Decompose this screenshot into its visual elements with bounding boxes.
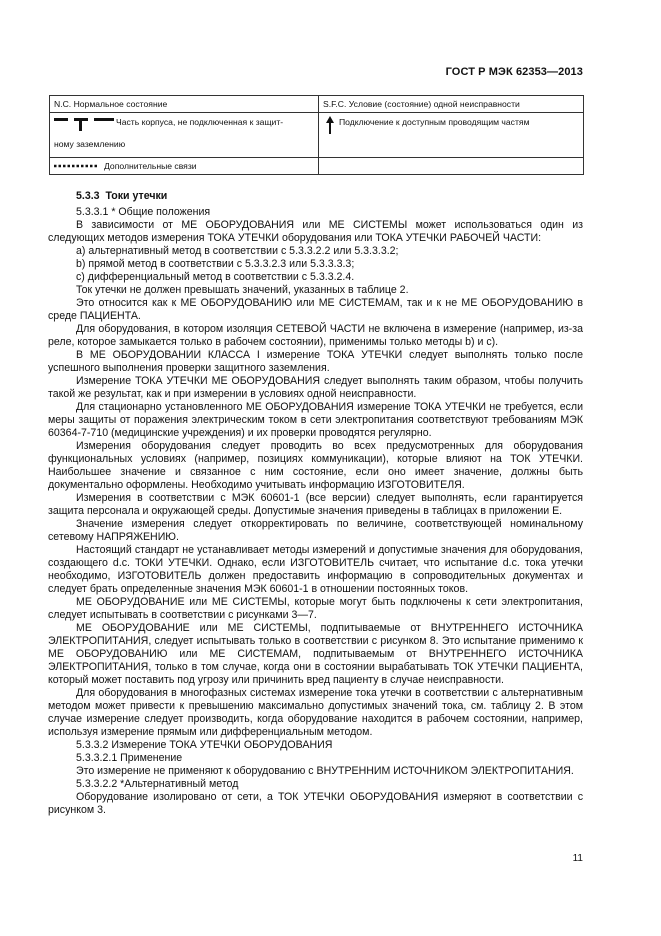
body-paragraph: В зависимости от МЕ ОБОРУДОВАНИЯ или МЕ СИСТЕМЫ может использоваться один из следующих методов измерения ТОКА УТЕЧКИ оборудования или ТОКА УТЕЧКИ РАБОЧЕЙ ЧАСТИ: <box>48 219 583 244</box>
list-item: 5.3.3.1 * Общие положения <box>76 206 211 218</box>
list-item: 5.3.3.2 Измерение ТОКА УТЕЧКИ ОБОРУДОВАНИЯ <box>76 739 333 751</box>
legend-additional-links: Дополнительные связи <box>104 161 197 171</box>
section-number: 5.3.3 <box>76 190 100 202</box>
body-paragraph: Для стационарно установленного МЕ ОБОРУДОВАНИЯ измерение ТОКА УТЕЧКИ не требуется, если меры защиты от поражения электрическим током в сети электропитания соответствуют требованиям МЭК 60364-7-710 (медицинские учреждения) и их проверки проводятся регулярно. <box>48 401 583 439</box>
body-paragraph: Настоящий стандарт не устанавливает методы измерений и допустимые значения для оборудования, создающего d.c. ТОКИ УТЕЧКИ. Однако, если ИЗГОТОВИТЕЛЬ считает, что испытание d.c. тока утечки необходимо, ИЗГОТОВИТЕЛЬ должен предоставить информацию в сопроводительных документах и следует брать определенные значения МЭК 60601-1 в отношении постоянных токов. <box>48 544 583 595</box>
legend-conductive-parts: Подключение к доступным проводящим частям <box>339 117 530 127</box>
legend-row <box>50 158 584 175</box>
body-paragraph: Для оборудования, в котором изоляция СЕТЕВОЙ ЧАСТИ не включена в измерение (например, из-за реле, которое замыкается только в рабочем состоянии), применимы только методы b) и c). <box>48 323 583 348</box>
legend-normal-condition: N.C. Нормальное состояние <box>54 99 168 109</box>
body-paragraph: Это измерение не применяют к оборудованию с ВНУТРЕННИМ ИСТОЧНИКОМ ЭЛЕКТРОПИТАНИЯ. <box>76 765 574 777</box>
body-paragraph: Значение измерения следует откорректировать по величине, соответствующей номинальному сетевому НАПРЯЖЕНИЮ. <box>48 518 583 543</box>
section-title: Токи утечки <box>105 190 168 202</box>
enclosure-not-grounded-symbol <box>54 117 122 131</box>
legend-enclosure-text-cont: ному заземлению <box>54 139 126 149</box>
body-paragraph: Оборудование изолировано от сети, а ТОК УТЕЧКИ ОБОРУДОВАНИЯ измеряют в соответствии с рисунком 3. <box>48 791 583 816</box>
standard-header: ГОСТ Р МЭК 62353—2013 <box>445 66 583 78</box>
body-paragraph: В МЕ ОБОРУДОВАНИИ КЛАССА I измерение ТОКА УТЕЧКИ следует выполнять только после успешного выполнения проверки защитного заземления. <box>48 349 583 374</box>
legend-row <box>50 113 584 158</box>
arrow-up-icon <box>325 116 335 134</box>
list-item: 5.3.3.2.2 *Альтернативный метод <box>76 778 239 790</box>
list-item: a) альтернативный метод в соответствии с 5.3.3.2.2 или 5.3.3.3.2; <box>76 245 399 257</box>
body-paragraph: Измерение ТОКА УТЕЧКИ МЕ ОБОРУДОВАНИЯ следует выполнять таким образом, чтобы получить такой же результат, как и при измерении в условиях одной неисправности. <box>48 375 583 400</box>
section-heading <box>48 190 583 203</box>
list-item: 5.3.3.2.1 Применение <box>76 752 183 764</box>
body-paragraph: МЕ ОБОРУДОВАНИЕ или МЕ СИСТЕМЫ, подпитываемые от ВНУТРЕННЕГО ИСТОЧНИКА ЭЛЕКТРОПИТАНИЯ, следует испытывать только в соответствии с рисунком 8. Это испытание применимо к МЕ ОБОРУДОВАНИЮ или МЕ СИСТЕМАМ, подпитываемым от ВНУТРЕННЕГО ИСТОЧНИКА ЭЛЕКТРОПИТАНИЯ, только в том случае, когда они в состоянии вырабатывать ТОК УТЕЧКИ ПАЦИЕНТА, который может поставить под угрозу или причинить вред пациенту в случае неисправности. <box>48 622 583 686</box>
body-paragraph: Измерения оборудования следует проводить во всех предусмотренных для оборудования функциональных условиях (например, позициях коммуникации), которые влияют на ТОК УТЕЧКИ. Наибольшее значение и связанное с ним состояние, если оно имеет значение, должны быть документально оформлены. Необходимо учитывать информацию ИЗГОТОВИТЕЛЯ. <box>48 440 583 491</box>
legend-row <box>50 96 584 113</box>
list-item: c) дифференциальный метод в соответствии с 5.3.3.2.4. <box>76 271 355 283</box>
body-paragraph: Измерения в соответствии с МЭК 60601-1 (все версии) следует выполнять, если гарантируется защита персонала и окружающей среды. Допустимые значения приведены в таблицах в приложении Е. <box>48 492 583 517</box>
paragraph-list <box>48 206 583 817</box>
body-paragraph: Для оборудования в многофазных системах измерение тока утечки в соответствии с альтернативным методом может привести к превышению максимально допустимых значений тока, см. таблицу 2. В этом случае измерение следует производить, когда оборудование находится в рабочем состоянии, например, используя измерение прямым или дифференциальным методом. <box>48 687 583 738</box>
body-paragraph: Ток утечки не должен превышать значений, указанных в таблице 2. <box>76 284 409 296</box>
legend-single-fault: S.F.C. Условие (состояние) одной неисправности <box>323 99 520 109</box>
legend-enclosure-text: Часть корпуса, не подключенная к защит- <box>116 117 284 127</box>
document-body <box>48 190 583 817</box>
page-number: 11 <box>572 853 583 864</box>
list-item: b) прямой метод в соответствии с 5.3.3.2.3 или 5.3.3.3.3; <box>76 258 355 270</box>
legend-table <box>49 95 584 175</box>
body-paragraph: Это относится как к МЕ ОБОРУДОВАНИЮ или МЕ СИСТЕМАМ, так и к не МЕ ОБОРУДОВАНИЮ в среде ПАЦИЕНТА. <box>48 297 583 322</box>
body-paragraph: МЕ ОБОРУДОВАНИЕ или МЕ СИСТЕМЫ, которые могут быть подключены к сети электропитания, следует испытывать в соответствии с рисунками 3—7. <box>48 596 583 621</box>
dotted-line-symbol <box>54 163 98 169</box>
